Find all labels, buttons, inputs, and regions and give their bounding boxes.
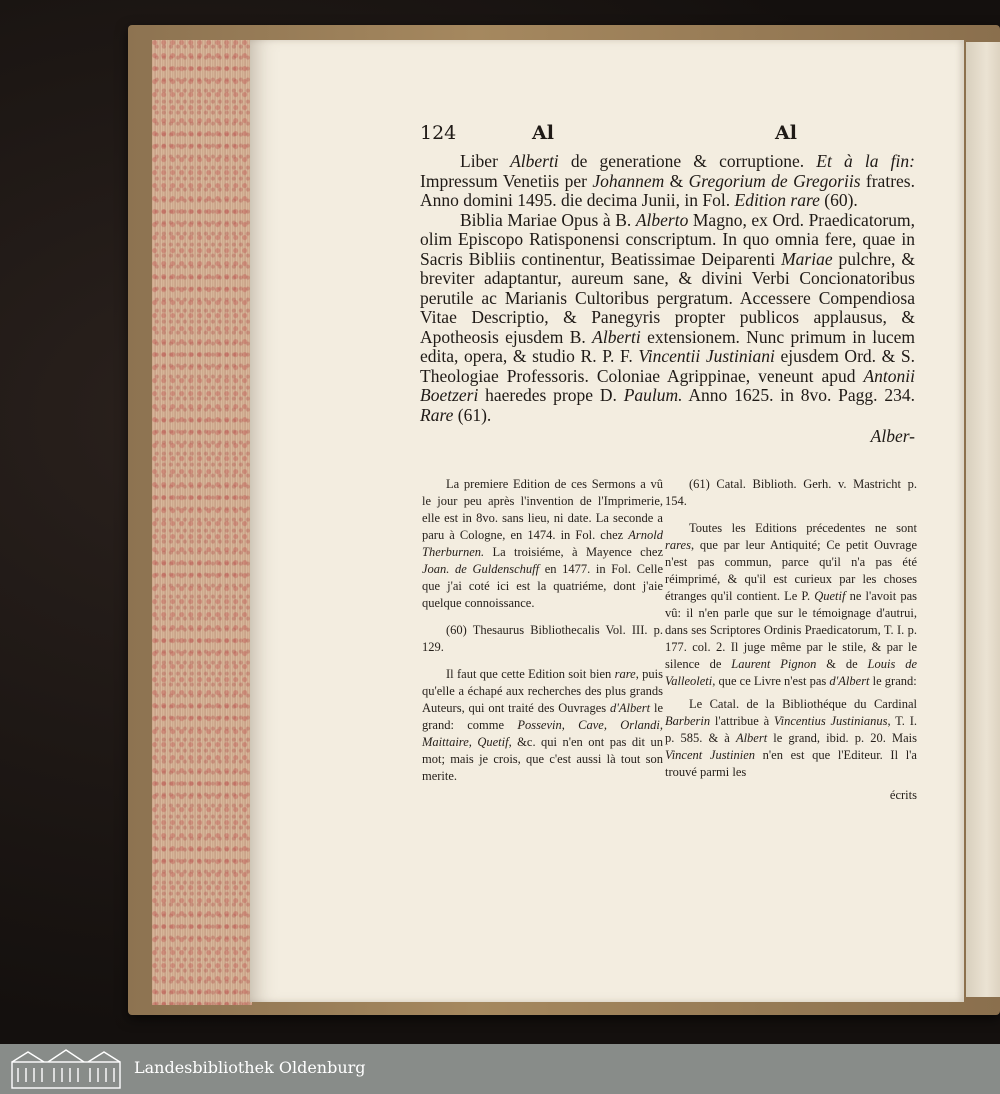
italic-text: Possevin, Cave, Orlandi, Maittaire, Quetif bbox=[422, 718, 663, 749]
italic-text: Paulum. bbox=[623, 385, 683, 405]
library-name: Landesbibliothek Oldenburg bbox=[134, 1058, 366, 1077]
footnote-paragraph: Le Catal. de la Bibliothéque du Cardinal Barberin l'attribue à Vincentius Justinianus, T. I. p. 585. & à Albert le grand, ibid. p. 20. Mais Vincent Justinien n'en est que l'Editeur. Il l'a trouvé parmi les bbox=[665, 697, 917, 779]
library-footer bbox=[0, 1044, 1000, 1094]
italic-text: Joan. de Guldenschuff bbox=[422, 562, 540, 576]
italic-text: d'Albert bbox=[829, 674, 870, 688]
italic-text: d'Albert bbox=[609, 701, 651, 715]
running-head-left: Al bbox=[532, 122, 554, 144]
footnotes-left-column bbox=[422, 476, 663, 791]
italic-text: Arnold Therburnen. bbox=[422, 528, 663, 559]
italic-text: Louis de Valleoleti bbox=[665, 657, 917, 688]
italic-text: Vincent Justinien bbox=[665, 748, 756, 762]
italic-text: Alberti bbox=[592, 326, 641, 347]
italic-text: Et à la fin: bbox=[816, 151, 915, 171]
footnote-paragraph: Il faut que cette Edition soit bien rare, puis qu'elle a échapé aux recherches des plus grands Auteurs, qui ont traité des Ouvrages d'Albert le grand: comme Possevin, Cave, Orlandi, Maittaire, Quetif, &c. qui n'en ont pas dit un mot; mais je crois, que c'est aussi là tout son merite. bbox=[422, 667, 664, 783]
italic-text: Barberin bbox=[665, 714, 711, 728]
footnote-paragraph: Toutes les Editions précedentes ne sont rares, que par leur Antiquité; Ce petit Ouvrage n'est pas commun, parce qu'il n'a pas été réimprimé, & qu'il est curieux par les choses étranges qu'il contient. Le P. Quetif ne l'avoit pas vû: il n'en parle que sur le témoignage d'autrui, dans ses Scriptores Ordinis Praedicatorum, T. I. p. 177. col. 2. Il juge même par le stile, & par le silence de Laurent Pignon & de Louis de Valleoleti, que ce Livre n'est pas d'Albert le grand: bbox=[665, 521, 917, 688]
italic-text: Alberti bbox=[510, 151, 559, 171]
catchword: écrits bbox=[889, 788, 917, 802]
page-edges bbox=[152, 40, 252, 1005]
footnote-reference: (60) Thesaurus Bibliothecalis Vol. III. p. 129. bbox=[422, 623, 663, 654]
book-page bbox=[250, 40, 964, 1002]
italic-text: Edition rare bbox=[734, 190, 820, 210]
italic-text: Vincentii Justiniani bbox=[638, 346, 775, 366]
italic-text: Mariae bbox=[781, 248, 833, 269]
page-number: 124 bbox=[420, 122, 457, 144]
entry-paragraph: Biblia Mariae Opus à B. Alberto Magno, ex Ord. Praedicatorum, olim Episcopo Ratisponensi conscriptum. In quo omnia fere, quae in Sacris Bibliis continentur, Beatissimae Deiparenti Mariae pulchre, & breviter adaptantur, aureum sane, & divini Verbi Concionatoribus perutile ac Marianis Cultoribus pergratum. Accessere Compendiosa Vitae Descriptio, & Panegyris propter publicos applausus, & Apotheosis ejusdem B. Alberti extensionem. Nunc primum in lucem edita, opera, & studio R. P. F. Vincentii Justiniani ejusdem Ord. & S. Theologiae Professoris. Coloniae Agrippinae, veneunt apud Antonii Boetzeri haeredes prope D. Paulum. Anno 1625. in 8vo. Pagg. 234. Rare (61). bbox=[420, 209, 915, 425]
italic-text: Vincentius Justinianus bbox=[773, 714, 888, 728]
running-head-right: Al bbox=[775, 122, 797, 144]
main-text bbox=[420, 152, 915, 447]
italic-text: rare bbox=[614, 667, 636, 681]
footnote-reference: (61) Catal. Biblioth. Gerh. v. Mastricht p. 154. bbox=[665, 477, 917, 508]
italic-text: Quetif bbox=[814, 589, 846, 603]
facing-page-edge bbox=[966, 42, 1000, 997]
italic-text: Rare bbox=[420, 404, 454, 425]
footnote-paragraph: La premiere Edition de ces Sermons a vû le jour peu après l'invention de l'Imprimerie, elle est in 8vo. sans lieu, ni date. La seconde a paru à Cologne, en 1474. in Fol. chez Arnold Therburnen. La troisiéme, à Mayence chez Joan. de Guldenschuff en 1477. in Fol. Celle que j'ai coté ici est la quatriéme, dont j'aie quelque connoissance. bbox=[422, 477, 663, 610]
catchword: Alber- bbox=[870, 426, 915, 446]
italic-text: Johannem bbox=[592, 170, 665, 191]
footnotes-right-column bbox=[665, 476, 917, 804]
italic-text: Antonii Boetzeri bbox=[420, 365, 915, 405]
italic-text: Laurent Pignon bbox=[731, 657, 817, 671]
italic-text: Gregorium de Gregoriis bbox=[688, 170, 861, 191]
italic-text: Albert bbox=[735, 731, 768, 745]
library-building-logo bbox=[8, 1048, 124, 1090]
italic-text: rares bbox=[665, 538, 691, 552]
italic-text: Alberto bbox=[635, 209, 689, 230]
entry-paragraph: Liber Alberti de generatione & corruptione. Et à la fin: Impressum Venetiis per Johannem & Gregorium de Gregoriis fratres. Anno domini 1495. die decima Junii, in Fol. Edition rare (60). bbox=[420, 151, 915, 210]
